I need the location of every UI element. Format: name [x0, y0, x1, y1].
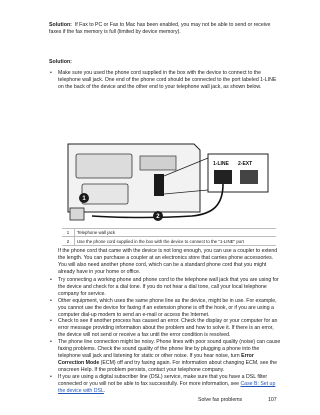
bullet-text-end: .: [103, 387, 106, 394]
bullet-text: Try connecting a working phone and phone cord to the telephone wall jack that you are using for the device and check for a dial tone. If you do not hear a dial tone, call your local telephone company for service.: [58, 277, 279, 297]
list-item: • Check to see if another process has caused an error. Check the display or your computer for an error message providing information about the problem and how to solve it. If there is an error, the device will not send or receive a fax until the error condition is resolved.: [50, 318, 278, 339]
list-item: • Other equipment, which uses the same phone line as the device, might be in use. For example, you cannot use the device for faxing if an extension phone is off the hook, or if you are using a computer dial-up modem to send an e-mail or access the Internet.: [50, 297, 277, 318]
bullet-text-end: (ECM) off and try faxing again. For information about changing ECM, see the onscreen Help. If the problem persists, contact your telephone company.: [58, 359, 278, 373]
port-label-2ext: 2-EXT: [238, 161, 253, 167]
coupler-paragraph: If the phone cord that came with the device is not long enough, you can use a coupler to extend the length. You can purchase a coupler at an electronics store that carries phone accessories. You will also need another phone cord, which can be a standard phone cord that you might already have in your home or office.: [58, 248, 278, 275]
legend-num: 1: [62, 229, 75, 237]
bullet-text: Check to see if another process has caused an error. Check the display or your computer for an error message providing information about the problem and how to solve it. If there is an error, the device will not send or receive a fax until the error condition is resolved.: [58, 318, 278, 339]
legend-text: Use the phone cord supplied in the box with the device to connect to the "1-LINE" port: [75, 237, 277, 245]
device-panel: [76, 154, 132, 178]
bullet-text-start: If you are using a digital subscriber line (DSL) service, make sure that you have a DSL filter connected or you will not be able to fax successfully. For more information, see: [58, 373, 268, 387]
page-number: 107: [268, 397, 277, 403]
list-item: • Make sure you used the phone cord supplied in the box with the device to connect to the telephone wall jack. One end of the phone cord should be connected to the port labeled 1-LINE on the back of the device and the other end to your telephone wall jack, as shown below.: [50, 70, 277, 90]
callout-1: 1: [82, 196, 86, 202]
device-tray: [82, 184, 128, 204]
table-row: [62, 229, 276, 237]
device-port-block: [154, 174, 164, 196]
phone-cord-illustration: [62, 134, 276, 222]
ecm-term: Error Correction Mode: [58, 352, 254, 366]
solution-label-2: Solution:: [49, 59, 72, 65]
bullet-list-1: [49, 70, 281, 91]
dsl-setup-link[interactable]: Case B: Set up the device with DSL: [58, 380, 276, 394]
bullet-text: Make sure you used the phone cord supplied in the box with the device to connect to the telephone wall jack. One end of the phone cord should be connected to the port labeled 1-LINE on the back of the device and the other end to your telephone wall jack, as shown below.: [58, 70, 277, 90]
footer-section: Solve fax problems: [198, 397, 243, 403]
port-1line-jack: [214, 170, 232, 184]
solution-label: Solution:: [49, 22, 72, 28]
callout-2: 2: [156, 214, 160, 220]
list-item: • The phone line connection might be noisy. Phone lines with poor sound quality (noise) can cause faxing problems. Check the sound quality of the phone line by plugging a phone into the telephone wall jack and listening for static or other noise. If you hear noise, turn Error Correction Mode (ECM) off and try faxing again. For information about changing ECM, see the onscreen Help. If the problem persists, contact your telephone company.: [50, 339, 281, 373]
device-vent: [140, 156, 176, 170]
bullet-list-2: [49, 277, 281, 394]
solution-fax-memory: [49, 22, 281, 36]
port-label-1line: 1-LINE: [213, 161, 229, 167]
legend-text: Telephone wall jack: [75, 229, 277, 237]
list-item: • If you are using a digital subscriber line (DSL) service, make sure that you have a DSL filter connected or you will not be able to fax successfully. For more information, see Case B: Set up the device with DSL.: [50, 373, 276, 394]
bullet-text-start: The phone line connection might be noisy. Phone lines with poor sound quality (noise) can cause faxing problems. Check the sound quality of the phone line by plugging a phone into the telephone wall jack and listening for static or other noise. If you hear noise, turn: [58, 339, 281, 359]
list-item: • Try connecting a working phone and phone cord to the telephone wall jack that you are using for the device and check for a dial tone. If you do not hear a dial tone, call your local telephone company for service.: [50, 277, 279, 297]
bullet-text: Other equipment, which uses the same phone line as the device, might be in use. For example, you cannot use the device for faxing if an extension phone is off the hook, or if you are using a computer dial-up modem to send an e-mail or access the Internet.: [58, 297, 277, 318]
figure-legend-table: [62, 228, 276, 246]
legend-num: 2: [62, 237, 75, 245]
solution-text: If Fax to PC or Fax to Mac has been enabled, you may not be able to send or receive faxes if the fax memory is full (limited by device memory).: [49, 22, 271, 35]
wall-jack: [70, 208, 84, 220]
port-2ext-jack: [240, 170, 258, 184]
table-row: [62, 237, 276, 245]
